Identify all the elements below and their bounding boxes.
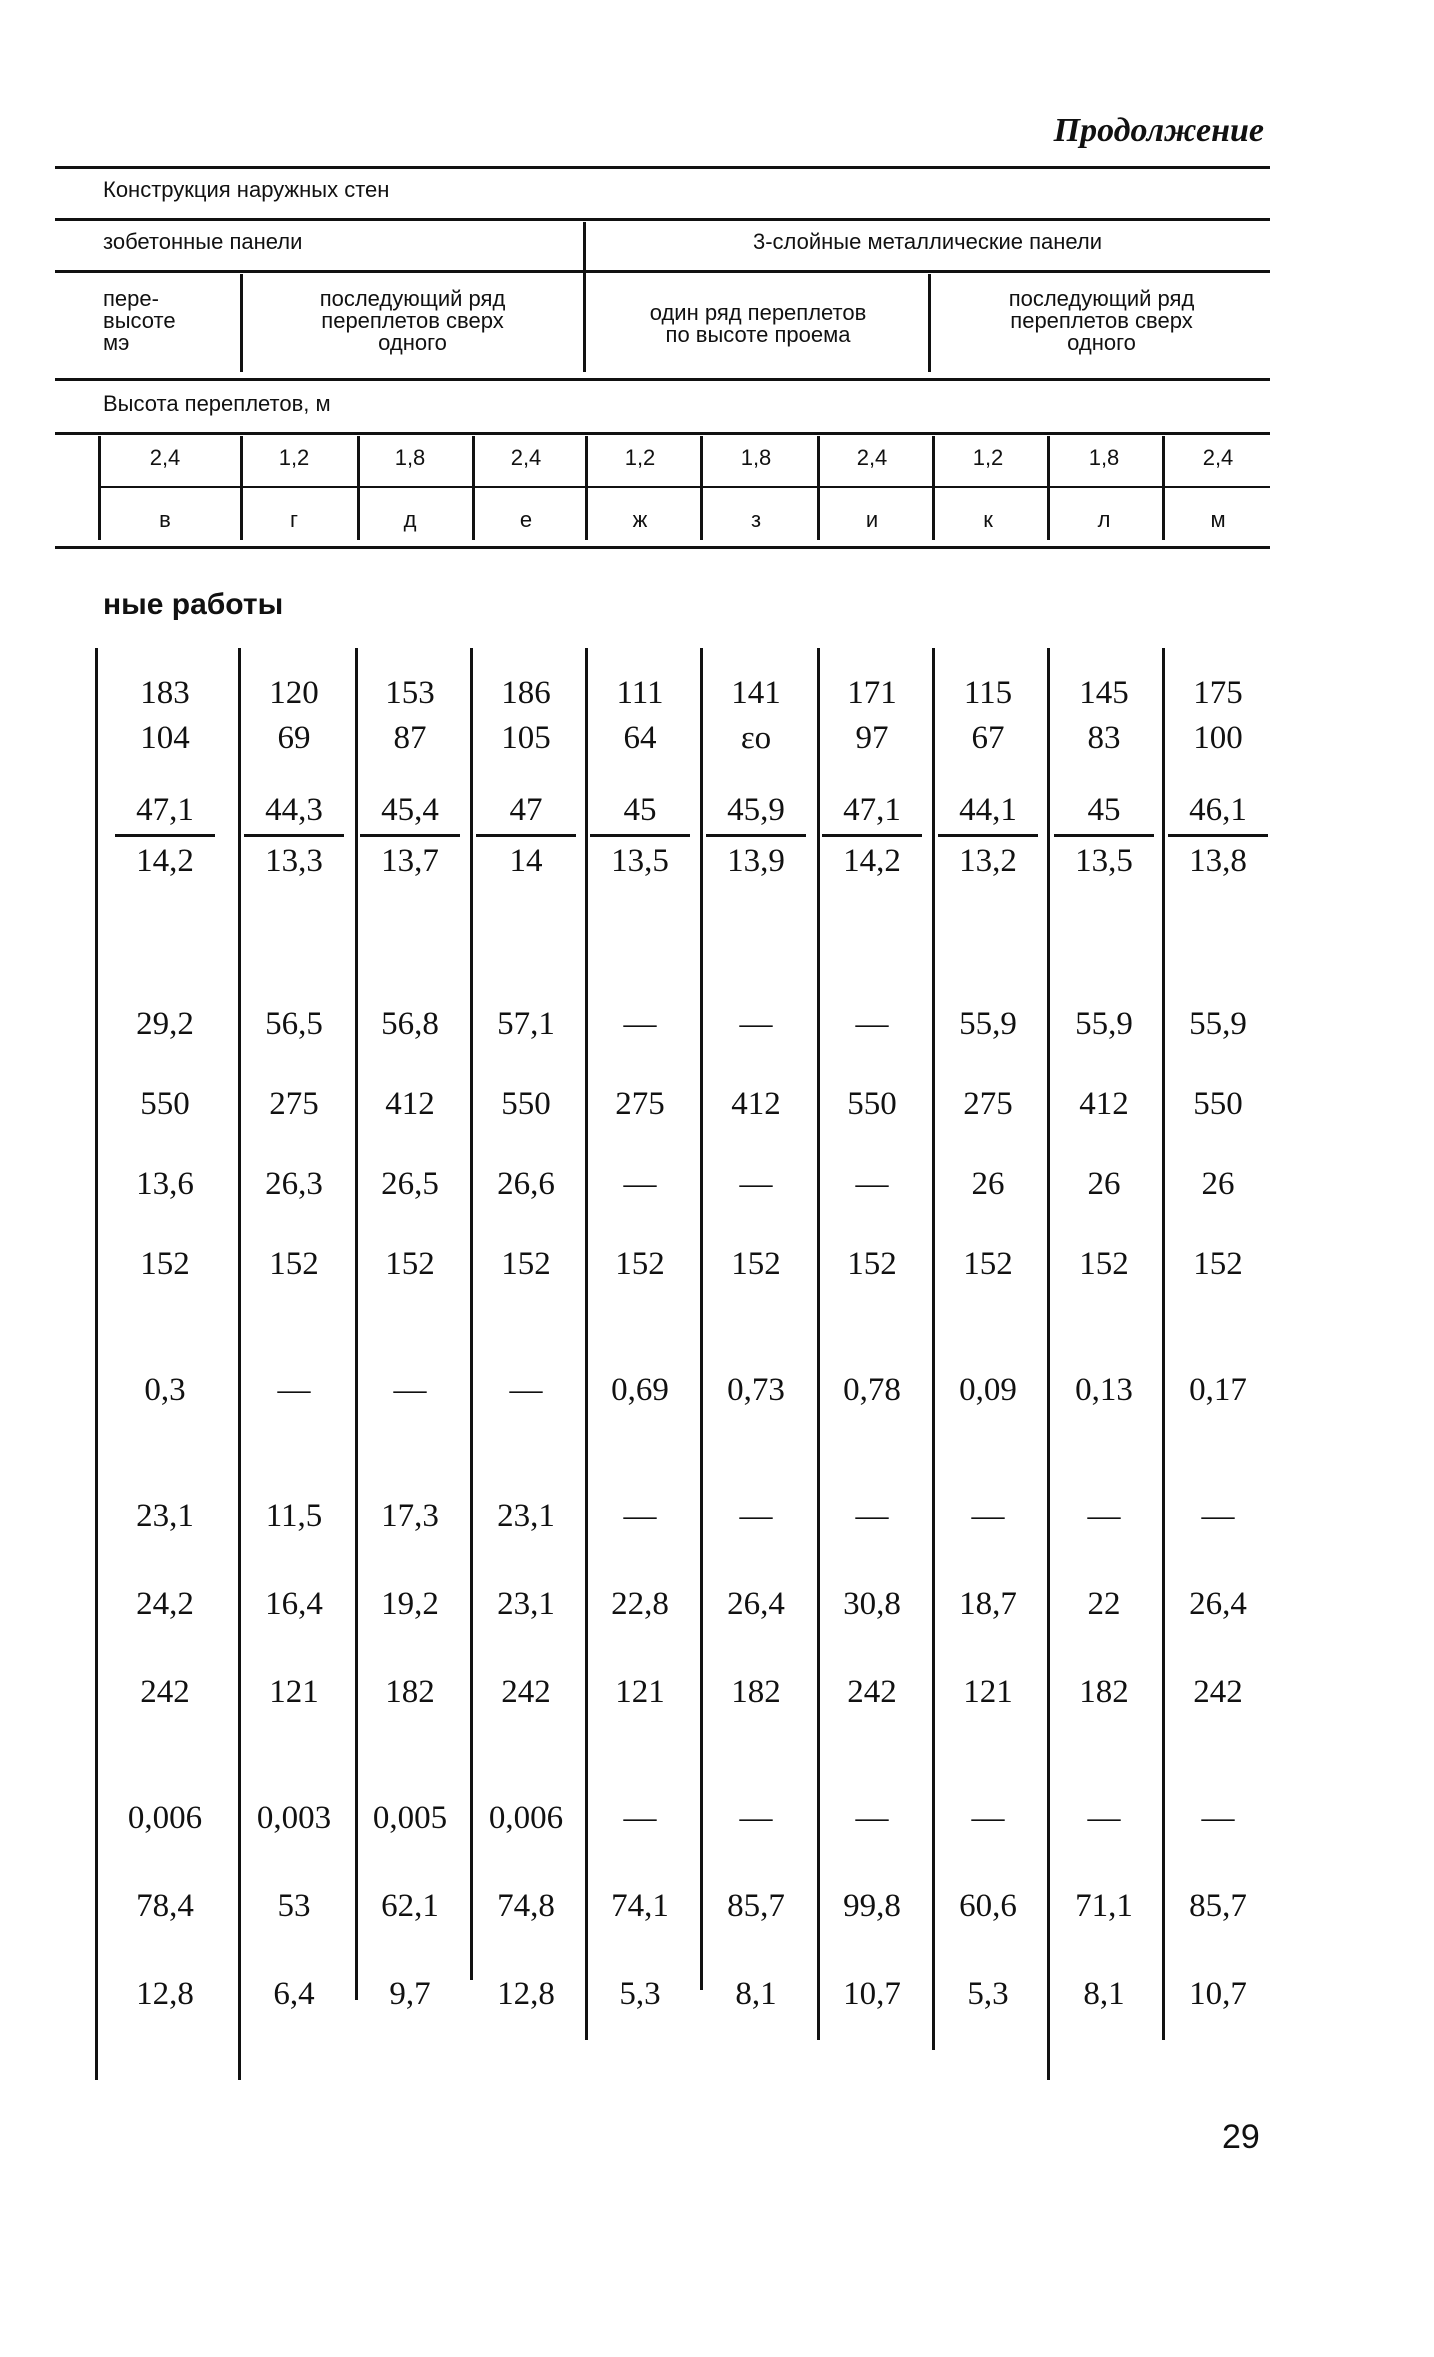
column-rule [95,648,98,2080]
table-cell: 242 [847,1674,897,1710]
table-cell: — [1087,1800,1121,1836]
group-left-label: зобетонные панели [103,229,303,254]
table-cell: 13,6 [136,1166,194,1202]
table-cell: 0,005 [372,1800,448,1836]
subheader-1: пере- высоте мэ [103,286,176,355]
subheader-3: один ряд переплетов по высоте проема [649,300,867,347]
table-cell: — [623,1800,657,1836]
table-cell: 412 [385,1086,435,1122]
table-cell: 97 [855,720,889,756]
fraction-numerator: 47 [509,792,543,828]
table-cell: 57,1 [497,1006,555,1042]
height-label: Высота переплетов, м [103,391,331,416]
table-cell: — [623,1166,657,1202]
table-cell: 145 [1079,675,1129,711]
table-cell: 5,3 [967,1976,1009,2012]
fraction-numerator: 47,1 [136,792,194,828]
table-cell: 23,1 [136,1498,194,1534]
group-right-label: 3-слойные металлические панели [752,229,1103,254]
construction-label: Конструкция наружных стен [103,177,390,202]
table-cell: 550 [501,1086,551,1122]
column-letter: м [1210,507,1226,532]
fraction-numerator: 45,4 [381,792,439,828]
table-cell: 186 [501,675,551,711]
fraction-numerator: 45,9 [727,792,785,828]
table-cell: — [739,1800,773,1836]
table-cell: 115 [963,675,1013,711]
height-value: 1,2 [972,445,1004,470]
table-cell: 62,1 [381,1888,439,1924]
fraction-cell [1048,792,1160,879]
table-cell: 85,7 [727,1888,785,1924]
table-cell: 111 [616,675,664,711]
table-cell: 152 [731,1246,781,1282]
fraction-denominator: 13,2 [938,834,1038,879]
table-cell: 183 [140,675,190,711]
fraction-cell [109,792,221,879]
section-title: ные работы [103,588,284,621]
table-cell: 24,2 [136,1586,194,1622]
table-cell: 121 [615,1674,665,1710]
fraction-denominator: 14,2 [822,834,922,879]
table-cell: 9,7 [389,1976,431,2012]
table-cell: 22,8 [611,1586,669,1622]
table-cell: 152 [140,1246,190,1282]
table-cell: 26,4 [727,1586,785,1622]
table-cell: 175 [1193,675,1243,711]
table-cell: 74,8 [497,1888,555,1924]
table-cell: — [855,1006,889,1042]
height-value: 1,2 [278,445,310,470]
table-cell: 19,2 [381,1586,439,1622]
table-cell: 242 [140,1674,190,1710]
table-cell: 412 [1079,1086,1129,1122]
table-cell: — [855,1498,889,1534]
table-cell: 74,1 [611,1888,669,1924]
table-cell: 26 [971,1166,1005,1202]
height-value: 2,4 [149,445,181,470]
table-cell: 550 [847,1086,897,1122]
height-value: 1,2 [624,445,656,470]
table-cell: 64 [623,720,657,756]
table-cell: 18,7 [959,1586,1017,1622]
table-cell: 85,7 [1189,1888,1247,1924]
table-cell: 26 [1201,1166,1235,1202]
table-cell: 0,13 [1075,1372,1133,1408]
fraction-numerator: 46,1 [1189,792,1247,828]
height-value: 1,8 [394,445,426,470]
table-cell: 55,9 [959,1006,1017,1042]
table-cell: 105 [501,720,551,756]
table-cell: 26,3 [265,1166,323,1202]
table-cell: — [739,1166,773,1202]
fraction-numerator: 44,3 [265,792,323,828]
page-number: 29 [1222,2118,1260,2156]
table-cell: 100 [1193,720,1243,756]
table-cell: 30,8 [843,1586,901,1622]
table-cell: 152 [1079,1246,1129,1282]
height-value: 1,8 [1088,445,1120,470]
column-letter: в [159,507,171,532]
height-value: 1,8 [740,445,772,470]
table-cell: 152 [615,1246,665,1282]
table-cell: — [623,1006,657,1042]
fraction-denominator: 14,2 [115,834,215,879]
table-cell: 121 [963,1674,1013,1710]
fraction-cell [354,792,466,879]
subheader-4: последующий ряд переплетов сверх одного [1008,286,1195,355]
column-letter: л [1097,507,1111,532]
column-letter: к [983,507,993,532]
table-cell: 152 [847,1246,897,1282]
table-cell: 0,3 [144,1372,186,1408]
table-cell: 78,4 [136,1888,194,1924]
table-cell: 550 [1193,1086,1243,1122]
fraction-numerator: 44,1 [959,792,1017,828]
height-value: 2,4 [510,445,542,470]
fraction-cell [816,792,928,879]
table-cell: 275 [615,1086,665,1122]
table-cell: 0,78 [843,1372,901,1408]
table-cell: 60,6 [959,1888,1017,1924]
fraction-cell [932,792,1044,879]
table-cell: 11,5 [265,1498,323,1534]
table-cell: — [277,1372,311,1408]
fraction-numerator: 45 [623,792,657,828]
table-cell: 26 [1087,1166,1121,1202]
table-cell: — [1201,1498,1235,1534]
table-cell: 0,17 [1189,1372,1247,1408]
table-cell: 56,8 [381,1006,439,1042]
table-cell: — [971,1800,1005,1836]
table-cell: 275 [963,1086,1013,1122]
table-cell: 171 [847,675,897,711]
table-cell: 16,4 [265,1586,323,1622]
table-cell: 55,9 [1075,1006,1133,1042]
table-cell: 83 [1087,720,1121,756]
table-cell: — [855,1800,889,1836]
table-cell: 182 [731,1674,781,1710]
fraction-denominator: 13,7 [360,834,460,879]
column-letter: д [403,507,417,532]
table-cell: — [1201,1800,1235,1836]
fraction-cell [584,792,696,879]
height-value: 2,4 [1202,445,1234,470]
table-cell: 0,73 [727,1372,785,1408]
fraction-denominator: 14 [476,834,576,879]
continued-label: Продолжение [1053,112,1264,149]
fraction-denominator: 13,8 [1168,834,1268,879]
fraction-cell [470,792,582,879]
column-letter: е [519,507,533,532]
fraction-numerator: 47,1 [843,792,901,828]
table-cell: 56,5 [265,1006,323,1042]
table-cell: — [1087,1498,1121,1534]
table-cell: 242 [1193,1674,1243,1710]
table-cell: 412 [731,1086,781,1122]
fraction-denominator: 13,9 [706,834,806,879]
column-letter: з [750,507,762,532]
fraction-cell [1162,792,1274,879]
fraction-numerator: 45 [1087,792,1121,828]
table-cell: 141 [731,675,781,711]
table-cell: 12,8 [136,1976,194,2012]
table-cell: — [623,1498,657,1534]
table-cell: 23,1 [497,1586,555,1622]
fraction-denominator: 13,5 [1054,834,1154,879]
table-cell: 153 [385,675,435,711]
column-letter: г [289,507,299,532]
table-cell: — [393,1372,427,1408]
table-cell: 0,006 [127,1800,203,1836]
table-cell: — [509,1372,543,1408]
fraction-denominator: 13,5 [590,834,690,879]
table-cell: 182 [385,1674,435,1710]
table-cell: 26,6 [497,1166,555,1202]
table-cell: — [739,1006,773,1042]
table-cell: 6,4 [273,1976,315,2012]
fraction-cell [700,792,812,879]
table-cell: 87 [393,720,427,756]
table-cell: 152 [1193,1246,1243,1282]
table-cell: 152 [501,1246,551,1282]
table-cell: 10,7 [1189,1976,1247,2012]
table-cell: 0,69 [611,1372,669,1408]
height-value: 2,4 [856,445,888,470]
table-cell: 275 [269,1086,319,1122]
table-cell: 5,3 [619,1976,661,2012]
table-cell: 242 [501,1674,551,1710]
table-cell: 8,1 [735,1976,777,2012]
table-cell: 121 [269,1674,319,1710]
table-cell: — [739,1498,773,1534]
table-cell: 550 [140,1086,190,1122]
table-cell: 0,003 [256,1800,332,1836]
table-cell: 0,09 [959,1372,1017,1408]
table-cell: 23,1 [497,1498,555,1534]
table-cell: 26,5 [381,1166,439,1202]
table-cell: 152 [963,1246,1013,1282]
table-cell: 26,4 [1189,1586,1247,1622]
subheader-2: последующий ряд переплетов сверх одного [319,286,506,355]
table-cell: εο [740,720,772,756]
table-cell: 71,1 [1075,1888,1133,1924]
table-cell: 99,8 [843,1888,901,1924]
table-cell: 152 [385,1246,435,1282]
table-cell: 0,006 [488,1800,564,1836]
table-cell: 69 [277,720,311,756]
table-cell: 182 [1079,1674,1129,1710]
table-cell: 12,8 [497,1976,555,2012]
table-cell: 120 [269,675,319,711]
fraction-cell [238,792,350,879]
table-cell: — [971,1498,1005,1534]
table-cell: 67 [971,720,1005,756]
table-cell: 17,3 [381,1498,439,1534]
table-cell: — [855,1166,889,1202]
table-cell: 8,1 [1083,1976,1125,2012]
table-cell: 53 [277,1888,311,1924]
table-cell: 10,7 [843,1976,901,2012]
table-cell: 104 [140,720,190,756]
table-cell: 55,9 [1189,1006,1247,1042]
table-cell: 29,2 [136,1006,194,1042]
column-letter: ж [632,507,648,532]
column-letter: и [865,507,879,532]
table-cell: 152 [269,1246,319,1282]
fraction-denominator: 13,3 [244,834,344,879]
table-cell: 22 [1087,1586,1121,1622]
